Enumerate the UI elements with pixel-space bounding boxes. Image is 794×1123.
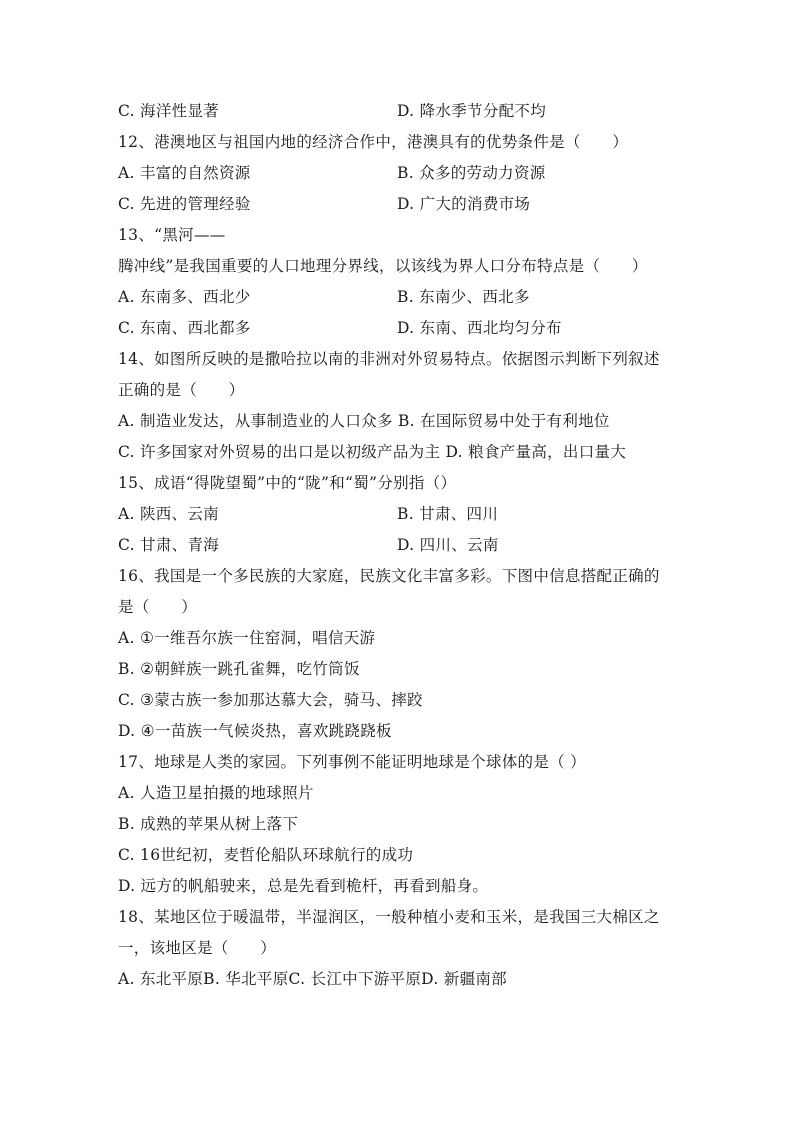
question-12: 12、港澳地区与祖国内地的经济合作中，港澳具有的优势条件是（ ） bbox=[118, 133, 629, 151]
question-16: 16、我国是一个多民族的大家庭，民族文化丰富多彩。下图中信息搭配正确的 bbox=[118, 567, 660, 585]
option-line: B. ②朝鲜族一跳孔雀舞，吃竹筒饭 bbox=[118, 660, 360, 678]
option-line: B. 成熟的苹果从树上落下 bbox=[118, 815, 299, 833]
option-line: D. 东南、西北均匀分布 bbox=[397, 319, 562, 337]
question-18: 18、某地区位于暖温带，半湿润区，一般种植小麦和玉米，是我国三大棉区之 bbox=[118, 908, 660, 926]
option-line: C. 许多国家对外贸易的出口是以初级产品为主 D. 粮食产量高，出口量大 bbox=[118, 443, 627, 461]
option-line: D. ④一苗族一气候炎热，喜欢跳跷跷板 bbox=[118, 722, 392, 740]
option-line: B. 众多的劳动力资源 bbox=[397, 164, 546, 182]
option-line: D. 四川、云南 bbox=[397, 536, 499, 554]
question-18-cont: 一，该地区是（ ） bbox=[118, 939, 277, 957]
question-16-cont: 是（ ） bbox=[118, 598, 198, 616]
option-line: A. 东北平原B. 华北平原C. 长江中下游平原D. 新疆南部 bbox=[118, 970, 507, 988]
option-line: C. 海洋性显著 bbox=[118, 102, 220, 120]
question-13-cont: 腾冲线”是我国重要的人口地理分界线，以该线为界人口分布特点是（ ） bbox=[118, 257, 648, 275]
option-line: C. 先进的管理经验 bbox=[118, 195, 251, 213]
option-line: A. ①一维吾尔族一住窑洞，唱信天游 bbox=[118, 629, 376, 647]
option-line: B. 东南少、西北多 bbox=[397, 288, 530, 306]
question-13: 13、“黑河—— bbox=[118, 226, 226, 244]
option-line: C. ③蒙古族一参加那达慕大会，骑马、摔跤 bbox=[118, 691, 423, 709]
question-14: 14、如图所反映的是撒哈拉以南的非洲对外贸易特点。依据图示判断下列叙述 bbox=[118, 350, 660, 368]
option-line: D. 降水季节分配不均 bbox=[397, 102, 547, 120]
option-line: A. 陕西、云南 bbox=[118, 505, 219, 523]
option-line: A. 东南多、西北少 bbox=[118, 288, 251, 306]
option-line: D. 广大的消费市场 bbox=[397, 195, 531, 213]
option-line: A. 制造业发达，从事制造业的人口众多 B. 在国际贸易中处于有利地位 bbox=[118, 412, 610, 430]
option-line: A. 人造卫星拍摄的地球照片 bbox=[118, 784, 314, 802]
option-line: C. 16世纪初，麦哲伦船队环球航行的成功 bbox=[118, 846, 414, 864]
question-14-cont: 正确的是（ ） bbox=[118, 381, 245, 399]
question-17: 17、地球是人类的家园。下列事例不能证明地球是个球体的是（ ） bbox=[118, 753, 586, 771]
question-15: 15、成语“得陇望蜀”中的“陇”和“蜀”分别指（） bbox=[118, 474, 457, 492]
option-line: A. 丰富的自然资源 bbox=[118, 164, 251, 182]
option-line: C. 东南、西北都多 bbox=[118, 319, 251, 337]
option-line: D. 远方的帆船驶来，总是先看到桅杆，再看到船身。 bbox=[118, 877, 489, 895]
option-line: B. 甘肃、四川 bbox=[397, 505, 499, 523]
option-line: C. 甘肃、青海 bbox=[118, 536, 220, 554]
